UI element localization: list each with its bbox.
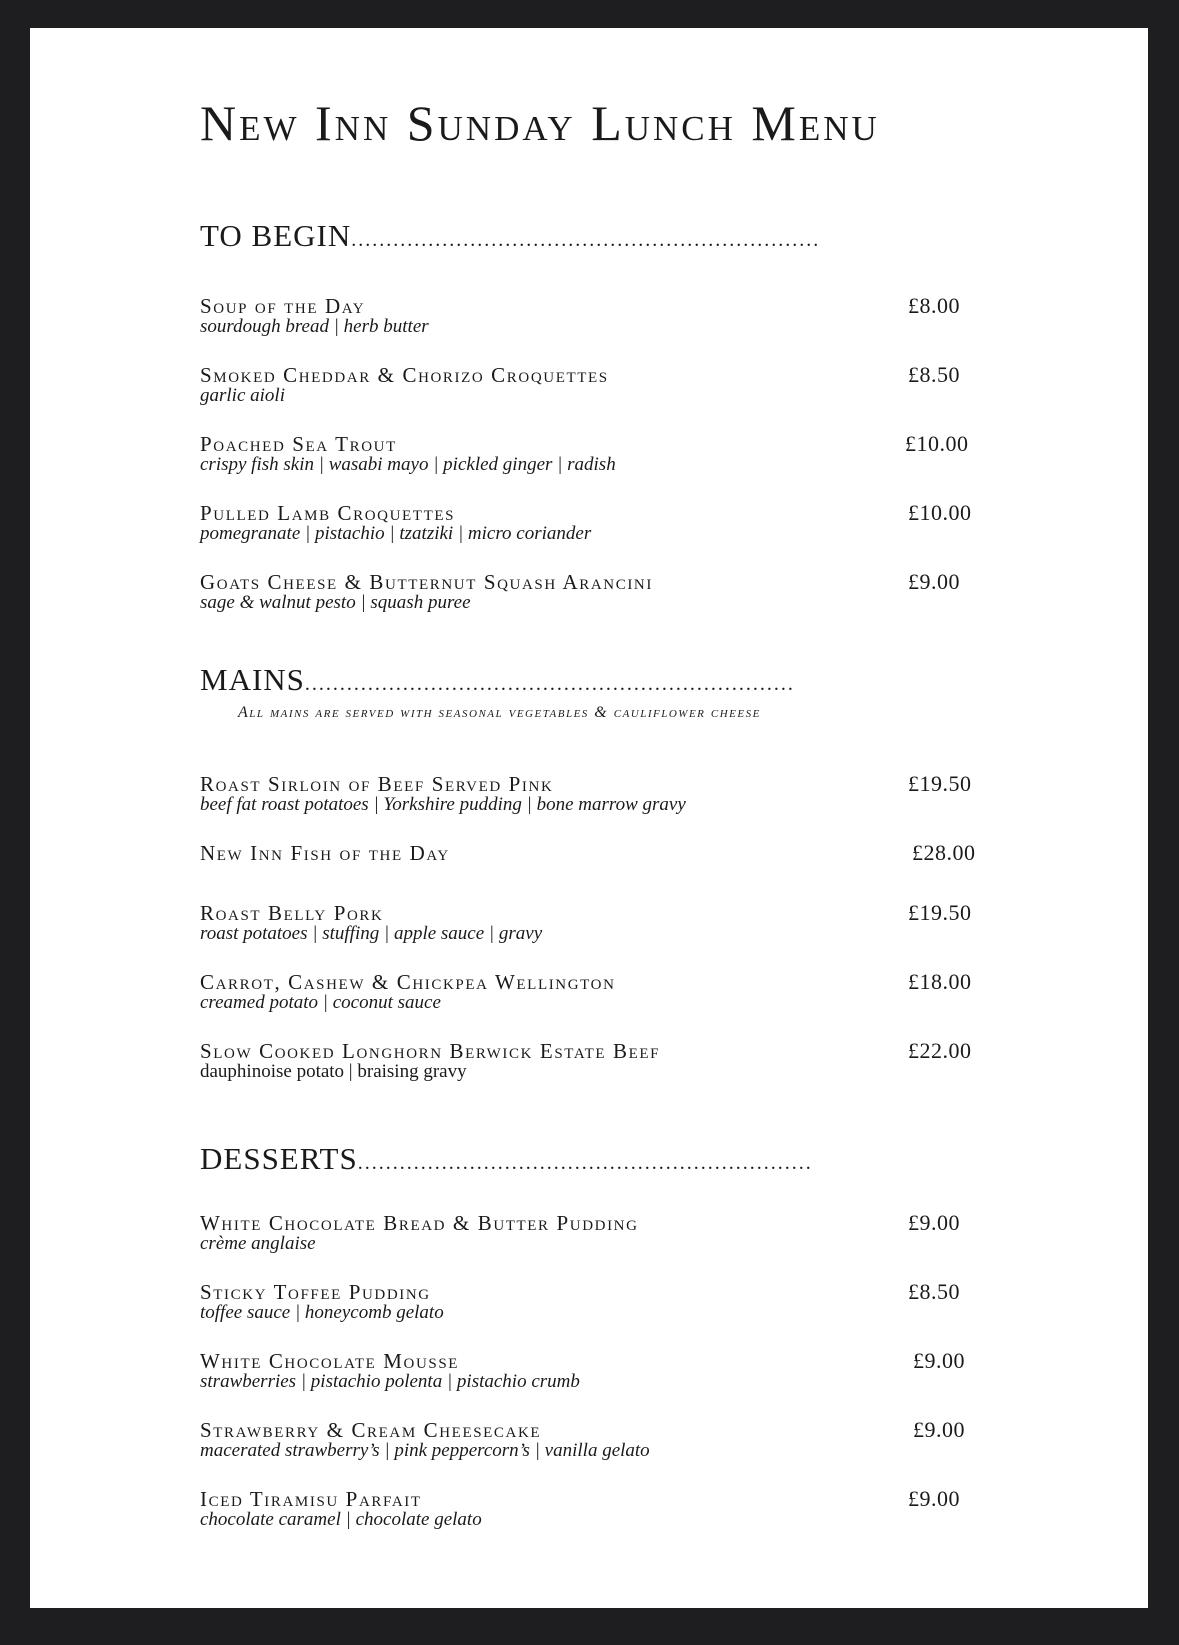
item-price: £22.00 — [908, 1038, 972, 1063]
section-starters — [200, 216, 1070, 256]
menu-item — [200, 773, 1070, 815]
menu-page — [30, 28, 1148, 1608]
item-price: £28.00 — [912, 840, 976, 865]
section-heading — [200, 660, 990, 700]
dotted-leader: ...................................................................... — [304, 673, 795, 695]
item-description: dauphinoise potato | braising gravy — [200, 1061, 467, 1082]
item-description: creamed potato | coconut sauce — [200, 992, 441, 1013]
item-description: strawberries | pistachio polenta | pistachio crumb — [200, 1371, 580, 1392]
item-price: £19.50 — [908, 900, 972, 925]
item-description: crispy fish skin | wasabi mayo | pickled ginger | radish — [200, 454, 616, 475]
section-heading-label: DESSERTS — [200, 1141, 358, 1176]
item-name: Poached Sea Trout — [200, 432, 397, 456]
item-price: £9.00 — [913, 1417, 965, 1442]
item-name: New Inn Fish of the Day — [200, 841, 450, 865]
item-name: Soup of the Day — [200, 294, 366, 318]
item-name: Iced Tiramisu Parfait — [200, 1487, 422, 1511]
section-mains — [200, 660, 1070, 722]
item-description: roast potatoes | stuffing | apple sauce | gravy — [200, 923, 543, 944]
item-description: crème anglaise — [200, 1233, 316, 1254]
menu-item — [200, 1040, 1070, 1082]
item-price: £18.00 — [908, 969, 972, 994]
menu-item — [200, 1281, 1070, 1323]
menu-item — [200, 433, 1070, 475]
dotted-leader: ................................................................... — [351, 229, 821, 251]
item-name: Roast Belly Pork — [200, 901, 384, 925]
item-price: £8.50 — [908, 362, 960, 387]
item-name: Carrot, Cashew & Chickpea Wellington — [200, 970, 616, 994]
section-heading — [200, 216, 990, 256]
item-price: £8.00 — [908, 293, 960, 318]
menu-item — [200, 971, 1070, 1013]
item-description: chocolate caramel | chocolate gelato — [200, 1509, 482, 1530]
menu-item — [200, 1488, 1070, 1530]
menu-item — [200, 364, 1070, 406]
item-name: Sticky Toffee Pudding — [200, 1280, 431, 1304]
item-price: £8.50 — [908, 1279, 960, 1304]
item-name: White Chocolate Mousse — [200, 1349, 460, 1373]
dotted-leader: ................................................................. — [357, 1152, 813, 1174]
item-description: toffee sauce | honeycomb gelato — [200, 1302, 444, 1323]
item-description: garlic aioli — [200, 385, 285, 406]
item-price: £9.00 — [908, 1486, 960, 1511]
item-price: £19.50 — [908, 771, 972, 796]
item-name: Pulled Lamb Croquettes — [200, 501, 456, 525]
item-name: Smoked Cheddar & Chorizo Croquettes — [200, 363, 609, 387]
item-price: £9.00 — [913, 1348, 965, 1373]
menu-item — [200, 502, 1070, 544]
item-description: macerated strawberry’s | pink peppercorn’s | vanilla gelato — [200, 1440, 650, 1461]
section-heading-label: MAINS — [200, 662, 305, 697]
item-name: White Chocolate Bread & Butter Pudding — [200, 1211, 639, 1235]
menu-item — [200, 1212, 1070, 1254]
section-heading-label: TO BEGIN — [200, 218, 352, 253]
section-heading — [200, 1139, 990, 1179]
item-description: beef fat roast potatoes | Yorkshire pudding | bone marrow gravy — [200, 794, 686, 815]
menu-item — [200, 295, 1070, 337]
menu-item — [200, 842, 1070, 864]
item-description: pomegranate | pistachio | tzatziki | micro coriander — [200, 523, 592, 544]
item-name: Goats Cheese & Butternut Squash Arancini — [200, 570, 653, 594]
item-description: sourdough bread | herb butter — [200, 316, 429, 337]
item-description: sage & walnut pesto | squash puree — [200, 592, 471, 613]
menu-item — [200, 571, 1070, 613]
item-name: Roast Sirloin of Beef Served Pink — [200, 772, 554, 796]
item-price: £10.00 — [908, 500, 972, 525]
item-price: £9.00 — [908, 569, 960, 594]
section-desserts — [200, 1139, 1070, 1179]
section-note: All mains are served with seasonal vegetables & cauliflower cheese — [238, 704, 761, 721]
menu-item — [200, 1350, 1070, 1392]
item-name: Strawberry & Cream Cheesecake — [200, 1418, 542, 1442]
item-name: Slow Cooked Longhorn Berwick Estate Beef — [200, 1039, 661, 1063]
menu-item — [200, 1419, 1070, 1461]
item-price: £9.00 — [908, 1210, 960, 1235]
menu-title: New Inn Sunday Lunch Menu — [200, 95, 880, 151]
item-price: £10.00 — [905, 431, 969, 456]
menu-item — [200, 902, 1070, 944]
